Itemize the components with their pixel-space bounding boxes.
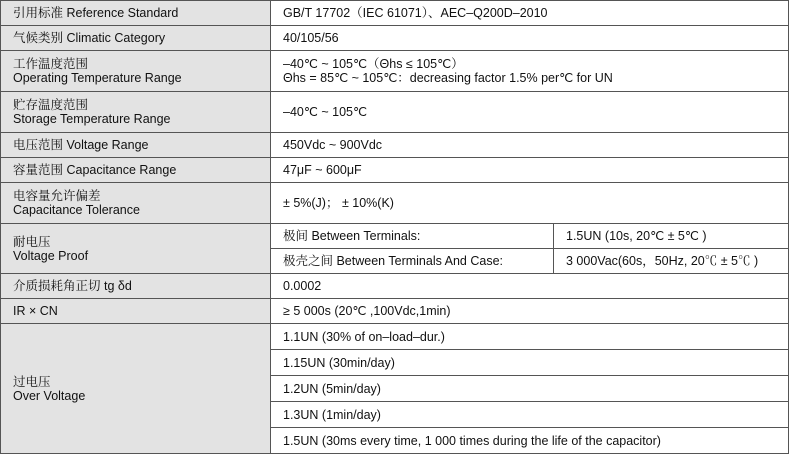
storage-temperature-label-en: Storage Temperature Range <box>13 112 171 126</box>
row-over-voltage-1 <box>1 324 789 350</box>
operating-temperature-value-line2: Θhs = 85℃ ~ 105℃：decreasing factor 1.5% per℃ for UN <box>283 71 613 85</box>
row-operating-temperature <box>1 51 789 92</box>
operating-temperature-value-line1: –40℃ ~ 105℃（Θhs ≤ 105℃） <box>283 57 464 71</box>
voltage-proof-terminals-case-label: 极壳之间 Between Terminals And Case: <box>271 249 554 274</box>
voltage-proof-label-cn: 耐电压 <box>13 234 51 249</box>
row-climatic-category <box>1 26 789 51</box>
operating-temperature-label <box>1 51 271 92</box>
climatic-category-label: 气候类别 Climatic Category <box>1 26 271 51</box>
row-capacitance-range <box>1 158 789 183</box>
voltage-proof-label-en: Voltage Proof <box>13 248 89 263</box>
voltage-proof-between-terminals-value: 1.5UN (10s, 20℃ ± 5℃ ) <box>554 224 789 249</box>
dissipation-factor-label: 介质损耗角正切 tg δd <box>1 274 271 299</box>
insulation-resistance-label: IR × CN <box>1 299 271 324</box>
voltage-range-label: 电压范围 Voltage Range <box>1 133 271 158</box>
insulation-resistance-value: ≥ 5 000s (20℃ ,100Vdc,1min) <box>271 299 789 324</box>
operating-temperature-label-en: Operating Temperature Range <box>13 71 182 85</box>
capacitance-tolerance-label-cn: 电容量允许偏差 <box>13 189 101 203</box>
over-voltage-item: 1.5UN (30ms every time, 1 000 times during the life of the capacitor) <box>271 428 789 454</box>
storage-temperature-label <box>1 92 271 133</box>
over-voltage-item: 1.1UN (30% of on–load–dur.) <box>271 324 789 350</box>
reference-standard-value: GB/T 17702（IEC 61071）、AEC–Q200D–2010 <box>271 1 789 26</box>
row-capacitance-tolerance <box>1 183 789 224</box>
voltage-proof-between-terminals-label: 极间 Between Terminals: <box>271 224 554 249</box>
row-storage-temperature <box>1 92 789 133</box>
capacitance-tolerance-label-en: Capacitance Tolerance <box>13 203 140 217</box>
over-voltage-label-cn: 过电压 <box>13 374 51 389</box>
operating-temperature-label-cn: 工作温度范围 <box>13 57 89 71</box>
operating-temperature-value <box>271 51 789 92</box>
storage-temperature-label-cn: 贮存温度范围 <box>13 98 89 112</box>
row-dissipation-factor <box>1 274 789 299</box>
storage-temperature-value: –40℃ ~ 105℃ <box>271 92 789 133</box>
capacitance-range-label: 容量范围 Capacitance Range <box>1 158 271 183</box>
capacitance-tolerance-label <box>1 183 271 224</box>
row-reference-standard <box>1 1 789 26</box>
row-insulation-resistance <box>1 299 789 324</box>
over-voltage-item: 1.15UN (30min/day) <box>271 350 789 376</box>
capacitance-tolerance-value: ± 5%(J)； ± 10%(K) <box>271 183 789 224</box>
dissipation-factor-value: 0.0002 <box>271 274 789 299</box>
over-voltage-item: 1.2UN (5min/day) <box>271 376 789 402</box>
row-voltage-range <box>1 133 789 158</box>
voltage-proof-label <box>1 224 271 274</box>
over-voltage-item: 1.3UN (1min/day) <box>271 402 789 428</box>
over-voltage-label <box>1 324 271 454</box>
row-voltage-proof-terminals <box>1 224 789 249</box>
climatic-category-value: 40/105/56 <box>271 26 789 51</box>
reference-standard-label: 引用标准 Reference Standard <box>1 1 271 26</box>
capacitance-range-value: 47μF ~ 600μF <box>271 158 789 183</box>
voltage-range-value: 450Vdc ~ 900Vdc <box>271 133 789 158</box>
over-voltage-label-en: Over Voltage <box>13 388 86 403</box>
voltage-proof-terminals-case-value: 3 000Vac(60s，50Hz, 20℃ ± 5℃ ) <box>554 249 789 274</box>
